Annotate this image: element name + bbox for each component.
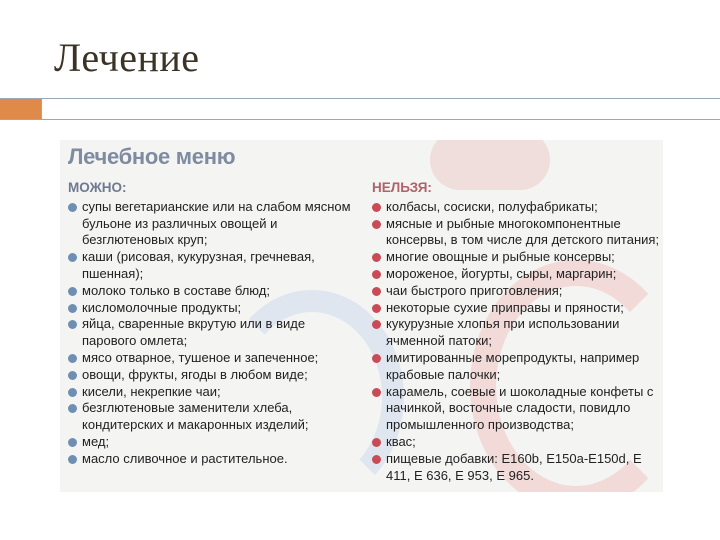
bullet-icon — [372, 388, 381, 397]
allowed-item — [68, 384, 358, 401]
allowed-column — [68, 180, 358, 468]
bullet-icon — [372, 455, 381, 464]
menu-image — [60, 140, 663, 492]
allowed-item — [68, 300, 358, 317]
bullet-icon — [68, 320, 77, 329]
bullet-icon — [68, 354, 77, 363]
bullet-icon — [372, 220, 381, 229]
allowed-item-text: овощи, фрукты, ягоды в любом виде; — [82, 366, 308, 382]
forbidden-item — [372, 384, 662, 434]
bullet-icon — [372, 438, 381, 447]
forbidden-column — [372, 180, 662, 484]
allowed-item-text: молоко только в составе блюд; — [82, 282, 270, 298]
bullet-icon — [372, 270, 381, 279]
allowed-heading: МОЖНО: — [68, 180, 127, 195]
allowed-item — [68, 400, 358, 434]
forbidden-item-text: квас; — [386, 433, 416, 449]
bullet-icon — [68, 287, 77, 296]
forbidden-item-text: колбасы, сосиски, полуфабрикаты; — [386, 198, 598, 214]
allowed-item-text: яйца, сваренные вкрутую или в виде парового омлета; — [82, 316, 306, 349]
forbidden-item — [372, 300, 662, 317]
bullet-icon — [372, 320, 381, 329]
allowed-item — [68, 316, 358, 350]
forbidden-item — [372, 350, 662, 384]
bullet-icon — [68, 371, 77, 380]
bullet-icon — [68, 203, 77, 212]
allowed-list — [68, 199, 358, 468]
forbidden-item — [372, 434, 662, 451]
menu-title: Лечебное меню — [68, 144, 236, 169]
bullet-icon — [68, 404, 77, 413]
forbidden-item-text: чаи быстрого приготовления; — [386, 282, 563, 298]
divider-separator — [41, 98, 42, 120]
slide-title: Лечение — [54, 35, 200, 80]
forbidden-item-text: пищевые добавки: Е160b, Е150a-Е150d, Е 411, Е 636, Е 953, Е 965. — [386, 450, 642, 483]
allowed-item-text: каши (рисовая, кукурузная, гречневая, пшенная); — [82, 249, 315, 281]
bullet-icon — [68, 253, 77, 262]
allowed-item-text: мясо отварное, тушеное и запеченное; — [82, 349, 319, 365]
allowed-item — [68, 283, 358, 300]
allowed-item-text: кисломолочные продукты; — [82, 299, 242, 315]
forbidden-heading: НЕЛЬЗЯ: — [372, 180, 432, 195]
forbidden-item-text: мясные и рыбные многокомпонентные консервы, в том числе для детского питания; — [386, 215, 660, 248]
forbidden-item — [372, 316, 662, 350]
title-divider-line — [0, 98, 720, 99]
forbidden-item — [372, 249, 662, 266]
bullet-icon — [68, 388, 77, 397]
forbidden-item-text: имитированные морепродукты, например крабовые палочки; — [386, 349, 640, 382]
forbidden-item-text: кукурузные хлопья при использовании ячменной патоки; — [386, 316, 620, 349]
forbidden-item — [372, 199, 662, 216]
allowed-item — [68, 367, 358, 384]
allowed-item — [68, 350, 358, 367]
forbidden-item-text: многие овощные и рыбные консервы; — [386, 249, 615, 265]
allowed-item-text: супы вегетарианские или на слабом мясном бульоне из различных овощей и безглютеновых круп; — [82, 198, 351, 248]
bullet-icon — [372, 354, 381, 363]
allowed-item — [68, 249, 358, 283]
allowed-item-text: безглютеновые заменители хлеба, кондитерских и макаронных изделий; — [82, 400, 309, 433]
forbidden-item — [372, 266, 662, 283]
forbidden-item-text: некоторые сухие приправы и пряности; — [386, 299, 624, 315]
forbidden-item — [372, 216, 662, 250]
title-divider-line-lower — [0, 119, 720, 120]
forbidden-list — [372, 199, 662, 485]
forbidden-item — [372, 283, 662, 300]
accent-block — [0, 99, 42, 119]
allowed-item — [68, 451, 358, 468]
allowed-item-text: мед; — [82, 433, 110, 449]
allowed-item-text: масло сливочное и растительное. — [82, 450, 288, 466]
allowed-item-text: кисели, некрепкие чаи; — [82, 383, 221, 399]
bullet-icon — [372, 253, 381, 262]
allowed-item — [68, 434, 358, 451]
bullet-icon — [372, 304, 381, 313]
bullet-icon — [68, 438, 77, 447]
forbidden-item-text: мороженое, йогурты, сыры, маргарин; — [386, 265, 617, 281]
bullet-icon — [372, 203, 381, 212]
bullet-icon — [68, 304, 77, 313]
forbidden-item-text: карамель, соевые и шоколадные конфеты с начинкой, восточные сладости, повидло промышленного производства; — [386, 383, 654, 433]
bullet-icon — [372, 287, 381, 296]
allowed-item — [68, 199, 358, 249]
bullet-icon — [68, 455, 77, 464]
forbidden-item — [372, 451, 662, 485]
